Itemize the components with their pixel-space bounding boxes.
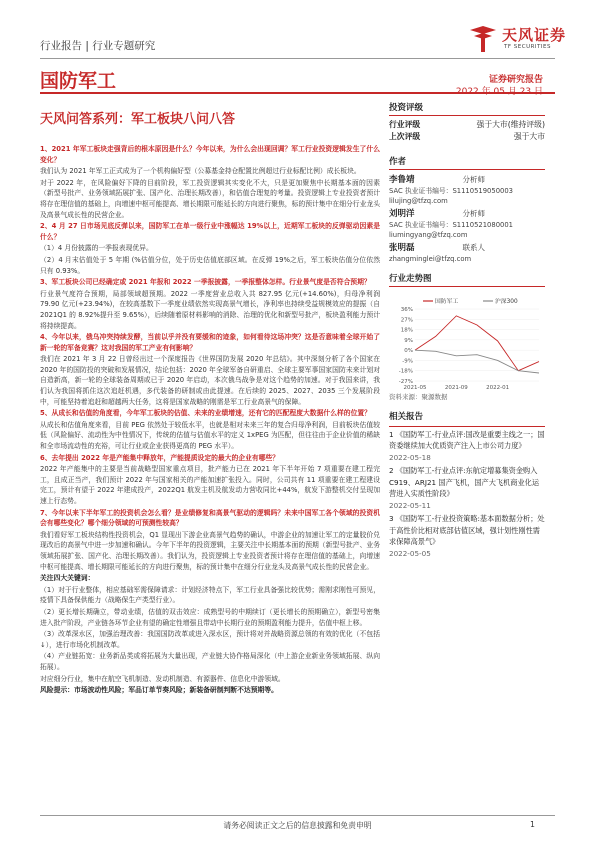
- y-tick-label: 27%: [400, 317, 413, 324]
- body-paragraph: （2）4 月末估值处于 5 年期 (%估值分位，处于历史估值底部区域。在反弹 19%之后，军工板块估值分位依然只有 0.93%。: [40, 255, 380, 275]
- y-tick-label: 9%: [404, 337, 413, 344]
- report-body: [40, 144, 380, 697]
- author-email[interactable]: lilujing@tfzq.com: [389, 197, 448, 205]
- legend-label: 沪深300: [495, 299, 518, 305]
- trend-heading: 行业走势图: [389, 272, 545, 287]
- rating-label: 行业评级: [389, 120, 421, 129]
- body-paragraph: （3）改革深水区，加强治理改善：我国国防改革或进入深水区，预计将对并战略资源总领的有效的优化（不包括 ↓），进行市场化机制改革。: [40, 630, 380, 649]
- question-heading: 2、4 月 27 日市场见底反弹以来，国防军工在单一级行业中涨幅达 19%以上，近期军工板块的反弹驱动因素是什么？: [40, 222, 380, 241]
- y-tick-label: -9%: [402, 358, 413, 365]
- body-paragraph: 我们认为 2021 年军工正式成为了一个机构偏好型（公募基金持仓配置比例超过行业标配比例）成长板块。: [40, 167, 361, 176]
- related-report-date: 2022-05-18: [389, 452, 431, 462]
- question-heading: 6、去年提出 2022 年是产能集中释放年，产能提质设定的最大的企业有哪些？: [40, 453, 280, 462]
- author-role: 分析师: [462, 209, 485, 218]
- body-paragraph: 对于 2022 年，在风险偏好下降的目前阶段，军工投资逻辑其实变化不大，只是更加聚焦中长期基本面的因素（新型号批产、业务领域拓展扩张、国产化、治理长期改善），和估值合理复的考量。投资逻辑上专业投资者预计将存在理信值的基础上，向增速中枢可能提高、增长期限可能延长的方向进行聚焦，标的预计集中在细分行业龙头及高景气成长性的民营企业。: [40, 178, 380, 219]
- body-paragraph: 从成长和估值角度来看，目前 PEG 依然处于较低水平，也就是相对未来三年的复合归母净利润，目前板块估值较低（风险偏好、流动性为中性情况下，传统的估值与估值水平的定义 1xPEG 为匹配，但往往由于企业价值的稀缺和全市场流动性的充裕，可让行业或企业获得更高的 PEG 水平）。: [40, 420, 380, 451]
- body-paragraph: 2022 年产能集中的主要是当前战略型国家重点项目，批产能力已在 2021 年下半年开始 7 项重要在建工程完工，且成正当产，我们预计 2022 年与国家相关的产能加速扩张投入。同时，公司共有 11 项重要在建工程建设完工，预计有望于 2022 年建成投产，2022Q1 航发主机及航发动力营收同比+44%，航发下游整机交付呈现加速上行态势。: [40, 465, 380, 505]
- rating-value: 强于大市: [513, 132, 545, 141]
- footer-disclaimer: 请务必阅读正文之后的信息披露和免责申明: [223, 821, 372, 830]
- authors-heading: 作者: [389, 155, 545, 170]
- body-paragraph: 行业景气度符合预期，局部领域超预期。2022 一季度营业总收入共 827.95 亿元(+14.60%)，归母净利润 79.90 亿元(+23.94%)，在较高基数下一季度业绩依然实现高景气增长，净利率也持续受益规模效应的提振（自 2021Q1 的 8.92%提升至 9.65%），后续随着原材料影响的消除、治理的优化和新型号批产，板块盈利能力预计将持续提高。: [40, 289, 380, 330]
- question-heading: 3、军工板块公司已经确定或 2021 年报和 2022 一季报披露，一季报整体怎样。行业景气度是否符合预期？: [40, 278, 371, 287]
- question-heading: 4、今年以来，俄乌冲突持续发酵，当前以乎并没有要缓和的迹象，如何看待这场冲突？这是否意味着全球开始了新一轮的军备竞赛？这对我国的军工产业有何影响？: [40, 333, 380, 352]
- related-report-date: 2022-05-11: [389, 500, 431, 510]
- legend-label: 国防军工: [435, 299, 459, 305]
- author-name: 刘明洋: [389, 209, 415, 219]
- author-block: [389, 208, 545, 240]
- body-paragraph: 我们看好军工板块结构性投资机会，Q1 显现出下游企业高景气趋势的确认，中游企业的加速让军工的定量胶价兑现改后的高景气中进一步加速和确认。今年下半年的投资逻辑，主要关注中长期基本面的预期（新型号批产、业务领域拓展扩张、国产化、治理长期改善）。我们认为，投资逻辑上专业投资者预计将存在理信值的基础上，向增速中枢可能提高、增长期限可能延长的方向进行聚焦，标的预计集中在细分行业龙头及高景气成长性的民营企业。: [40, 530, 380, 571]
- author-block: [389, 242, 545, 264]
- author-block: [389, 174, 545, 206]
- rating-row: [389, 119, 545, 131]
- authors-section: [389, 155, 545, 264]
- rating-section: [389, 101, 545, 143]
- body-paragraph: 我们在 2021 年 3 月 22 日曾经出过一个深度报告《世界国防发展 2020 年总结》。其中深刻分析了各个国家在 2020 年的国防投的突破和发展情况，结论包括：2020 年全球军备自研重启、全球主要军事国家国防未来计划对自造新高，新一轮的全球装备周期或已于 2020 年启动，本次俄乌战争是对这个趋势的加速。对于我国来讲，我们认为我国将抓住这次追赶机遇，多代装备的研制或由此提速。在后续的 2025、2027、2035 三个发展阶段中，可能坚持着追赶和超越两大任务，这将是国家战略的刚需是军工行业高景气的保障。: [40, 355, 380, 406]
- rating-row: [389, 131, 545, 143]
- rating-heading: 投资评级: [389, 101, 545, 116]
- x-tick-label: 2021-05: [403, 385, 427, 391]
- author-name: 张明磊: [389, 243, 415, 253]
- report-category: 行业报告 | 行业专题研究: [40, 40, 156, 52]
- y-tick-label: -18%: [398, 368, 413, 375]
- x-tick-label: 2022-01: [486, 385, 510, 391]
- key-paragraph: 风险提示：市场波动性风险；军品订单节奏风险；新装备研制判断不达预期等。: [40, 686, 278, 695]
- body-paragraph: （1）4 月份披露的一季报表现优异。: [40, 244, 153, 253]
- page-number: 1: [530, 820, 535, 829]
- body-paragraph: （1）对于行业整体，相应基础军需保障请求：计划经济特点下，军工行业具备强比较优势；需刚求刚性可预见，疫情下具备保供能力（战略保生产类型行业）。: [40, 585, 380, 605]
- related-report-date: 2022-05-05: [389, 548, 431, 558]
- title-divider: [40, 92, 555, 94]
- author-name: 李鲁靖: [389, 175, 415, 185]
- report-type: 证券研究报告: [488, 75, 543, 85]
- trend-chart: [389, 295, 545, 395]
- logo-text: 天风证券: [502, 26, 567, 44]
- related-heading: 相关报告: [389, 412, 545, 427]
- report-date: [389, 84, 543, 97]
- y-tick-label: -27%: [398, 379, 413, 385]
- author-role: 联系人: [462, 243, 485, 252]
- header-divider: [40, 58, 555, 59]
- trend-chart-svg: [389, 295, 545, 395]
- author-cert: SAC 执业证书编号：S1110521080001: [389, 221, 513, 229]
- y-tick-label: 0%: [404, 348, 413, 355]
- question-heading: 7、今年以来下半年军工的投资机会怎么看？是业绩修复和高景气驱动的逻辑吗？未来中国军工各个领域的投资机会有哪些变化？哪个细分领域的可预测性较高？: [40, 508, 380, 528]
- body-paragraph: （4）产业链拓宽：业务新品类或将拓展为大量出现，产业链大协作格局深化（中上游企业新业务领域拓展、纵向拓展）。: [40, 652, 380, 671]
- question-heading: 1、2021 年军工板块走强背后的根本原因是什么？今年以来，为什么会出现回调？军工行业投资逻辑发生了什么变化？: [40, 145, 380, 164]
- related-report-link[interactable]: 2 《国防军工-行业点评:东航定增募集资金购入 C919、ARJ21 国产飞机，国产大飞机商业化运营进入实质性阶段》: [389, 466, 540, 498]
- x-tick-label: 2021-09: [444, 385, 468, 391]
- y-tick-label: 18%: [400, 327, 413, 334]
- question-heading: 5、从成长和估值的角度看，今年军工板块的估值、未来的业绩增速，还有它的匹配程度大数据什么样的位置？: [40, 409, 371, 418]
- author-cert: SAC 执业证书编号：S1110519050003: [389, 187, 513, 195]
- logo-english-text: TF SECURITIES: [504, 44, 551, 50]
- rating-label: 上次评级: [389, 132, 421, 141]
- y-tick-label: 36%: [400, 307, 413, 313]
- trend-section: [389, 272, 545, 287]
- report-title: 天风问答系列：军工板块八问八答: [40, 112, 236, 127]
- related-section: [389, 412, 545, 559]
- company-logo: [468, 22, 578, 62]
- logo-mark-icon: [468, 24, 498, 54]
- author-email[interactable]: zhangminglei@tfzq.com: [389, 255, 472, 263]
- author-email[interactable]: liumingyang@tfzq.com: [389, 231, 468, 239]
- industry-name: 国防军工: [40, 70, 117, 92]
- key-paragraph: 关注四大关键词：: [40, 574, 95, 583]
- body-paragraph: （2）更长增长期确立，带动业绩，估值的双击效应：成熟型号的中期续订（更长增长的预期确立），新型号密集进入批产阶段，产业链各环节企业有望的确定性增强且带动中长期行业的预期盈利能力提升，估值中枢上移。: [40, 607, 380, 627]
- series-line: [415, 316, 539, 371]
- body-paragraph: 对应细分行业，集中在航空飞机制造、发动机制造、有源器件、信息化中游领域。: [40, 674, 285, 683]
- related-report-link[interactable]: 1 《国防军工-行业点评:国改是重要主线之一；国资委继续加大优质资产注入上市公司力度》: [389, 429, 545, 450]
- author-role: 分析师: [462, 175, 485, 184]
- related-report-link[interactable]: 3 《国防军工-行业投资策略:基本面数据分析；处于高性价比相对底部估值区域，强计划性刚性需求保障高景气》: [389, 514, 545, 546]
- footer-divider: [40, 815, 555, 816]
- chart-source: 资料来源：聚源数据: [389, 393, 448, 401]
- rating-value: 强于大市(维持评级): [476, 120, 545, 129]
